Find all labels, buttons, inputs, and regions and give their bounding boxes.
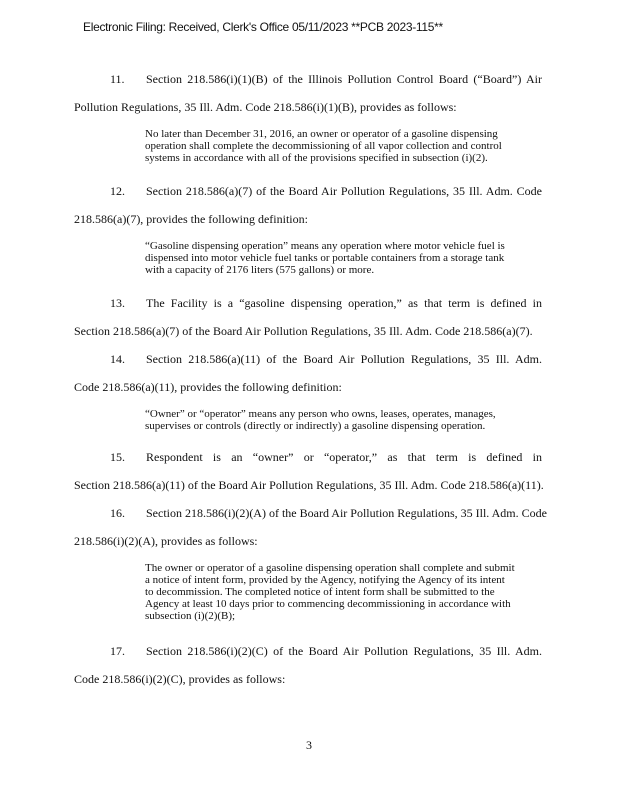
paragraph-13-continuation: Section 218.586(a)(7) of the Board Air Pollution Regulations, 35 Ill. Adm. Code 218.586(a)(7). bbox=[74, 324, 533, 338]
paragraph-number: 15. bbox=[110, 450, 125, 464]
paragraph-number: 11. bbox=[110, 72, 125, 86]
paragraph-11-first-line bbox=[74, 72, 542, 86]
paragraph-number: 13. bbox=[110, 296, 125, 310]
quote-line: dispensed into motor vehicle fuel tanks or portable containers from a storage tank bbox=[145, 252, 505, 264]
paragraph-12-continuation: 218.586(a)(7), provides the following definition: bbox=[74, 212, 308, 226]
paragraph-text: Section 218.586(a)(11) of the Board Air Pollution Regulations, 35 Ill. Adm. bbox=[146, 352, 542, 366]
paragraph-11-continuation: Pollution Regulations, 35 Ill. Adm. Code 218.586(i)(1)(B), provides as follows: bbox=[74, 100, 457, 114]
quote-line: The owner or operator of a gasoline dispensing operation shall complete and submit bbox=[145, 562, 515, 574]
quote-line: “Owner” or “operator” means any person who owns, leases, operates, manages, bbox=[145, 408, 496, 420]
paragraph-text: Respondent is an “owner” or “operator,” as that term is defined in bbox=[146, 450, 542, 464]
quote-line: with a capacity of 2176 liters (575 gallons) or more. bbox=[145, 264, 375, 276]
paragraph-text: Section 218.586(i)(1)(B) of the Illinois Pollution Control Board (“Board”) Air bbox=[146, 72, 542, 86]
quote-line: operation shall complete the decommissioning of all vapor collection and control bbox=[145, 140, 502, 152]
paragraph-number: 14. bbox=[110, 352, 125, 366]
paragraph-number: 16. bbox=[110, 506, 125, 520]
paragraph-number: 17. bbox=[110, 644, 125, 658]
quote-line: subsection (i)(2)(B); bbox=[145, 610, 236, 622]
quote-line: “Gasoline dispensing operation” means any operation where motor vehicle fuel is bbox=[145, 240, 505, 252]
page-number: 3 bbox=[306, 738, 312, 752]
paragraph-17-first-line bbox=[74, 644, 542, 658]
paragraph-text: The Facility is a “gasoline dispensing operation,” as that term is defined in bbox=[146, 296, 542, 310]
paragraph-15-continuation: Section 218.586(a)(11) of the Board Air Pollution Regulations, 35 Ill. Adm. Code 218.586(a)(11). bbox=[74, 478, 544, 492]
paragraph-16-first-line bbox=[74, 506, 547, 520]
paragraph-13-first-line bbox=[74, 296, 542, 310]
quote-line: supervises or controls (directly or indirectly) a gasoline dispensing operation. bbox=[145, 420, 486, 432]
paragraph-text: Section 218.586(i)(2)(C) of the Board Air Pollution Regulations, 35 Ill. Adm. bbox=[146, 644, 542, 658]
paragraph-14-continuation: Code 218.586(a)(11), provides the following definition: bbox=[74, 380, 342, 394]
paragraph-number: 12. bbox=[110, 184, 125, 198]
paragraph-12-first-line bbox=[74, 184, 542, 198]
quote-line: No later than December 31, 2016, an owner or operator of a gasoline dispensing bbox=[145, 128, 498, 140]
block-quote-11 bbox=[145, 128, 550, 164]
paragraph-text: Section 218.586(a)(7) of the Board Air Pollution Regulations, 35 Ill. Adm. Code bbox=[146, 184, 542, 198]
quote-line: Agency at least 10 days prior to commencing decommissioning in accordance with bbox=[145, 598, 511, 610]
paragraph-15-first-line bbox=[74, 450, 542, 464]
paragraph-17-continuation: Code 218.586(i)(2)(C), provides as follows: bbox=[74, 672, 286, 686]
paragraph-text: Section 218.586(i)(2)(A) of the Board Air Pollution Regulations, 35 Ill. Adm. Code bbox=[146, 506, 547, 520]
quote-line: a notice of intent form, provided by the Agency, notifying the Agency of its intent bbox=[145, 574, 505, 586]
block-quote-14 bbox=[145, 408, 550, 432]
quote-line: systems in accordance with all of the provisions specified in subsection (i)(2). bbox=[145, 152, 488, 164]
paragraph-14-first-line bbox=[74, 352, 542, 366]
quote-line: to decommission. The completed notice of intent form shall be submitted to the bbox=[145, 586, 495, 598]
filing-header: Electronic Filing: Received, Clerk's Office 05/11/2023 **PCB 2023-115** bbox=[83, 20, 443, 34]
block-quote-16 bbox=[145, 562, 550, 622]
block-quote-12 bbox=[145, 240, 550, 276]
paragraph-16-continuation: 218.586(i)(2)(A), provides as follows: bbox=[74, 534, 258, 548]
